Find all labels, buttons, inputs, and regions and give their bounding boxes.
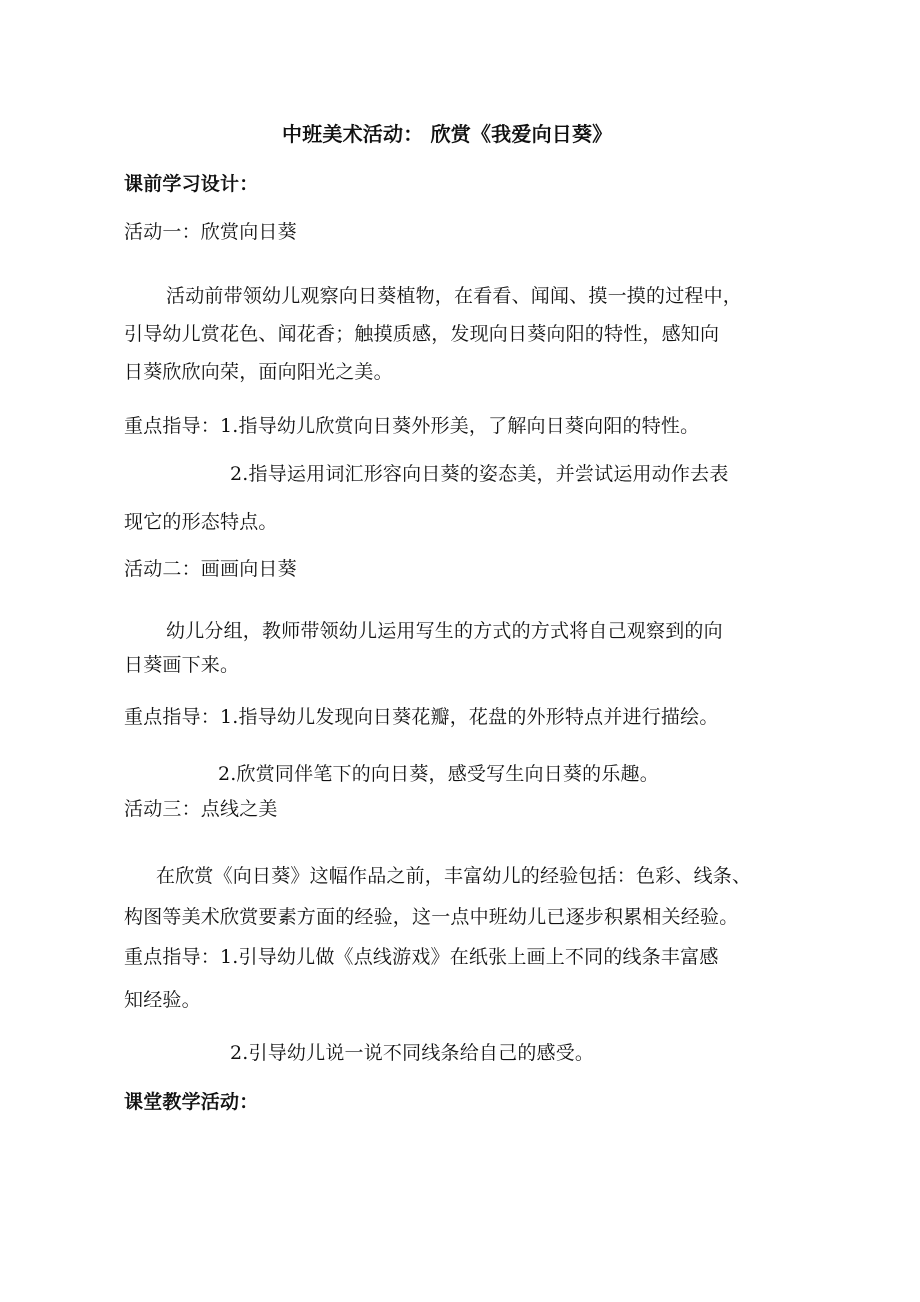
activity3-heading: 活动三：点线之美 bbox=[124, 798, 278, 820]
activity2-guide1: 重点指导：1.指导幼儿发现向日葵花瓣，花盘的外形特点并进行描绘。 bbox=[124, 706, 719, 728]
activity3-guide2: 2.引导幼儿说一说不同线条给自己的感受。 bbox=[230, 1042, 595, 1064]
activity3-desc-line2: 构图等美术欣赏要素方面的经验，这一点中班幼儿已逐步积累相关经验。 bbox=[124, 906, 739, 928]
activity3-guide1-line1: 重点指导：1.引导幼儿做《点线游戏》在纸张上画上不同的线条丰富感 bbox=[124, 946, 719, 968]
activity3-desc-line1: 在欣赏《向日葵》这幅作品之前，丰富幼儿的经验包括：色彩、线条、 bbox=[156, 865, 752, 887]
activity1-guide2-line2: 现它的形态特点。 bbox=[124, 511, 278, 533]
activity1-desc-line3: 日葵欣欣向荣，面向阳光之美。 bbox=[124, 361, 393, 383]
activity2-guide2: 2.欣赏同伴笔下的向日葵，感受写生向日葵的乐趣。 bbox=[218, 763, 659, 785]
section-heading-class-activity: 课堂教学活动： bbox=[124, 1091, 259, 1113]
section-heading-pre-class: 课前学习设计： bbox=[124, 173, 259, 195]
activity1-desc-line1: 活动前带领幼儿观察向日葵植物，在看看、闻闻、摸一摸的过程中， bbox=[166, 285, 743, 307]
activity1-guide1: 重点指导：1.指导幼儿欣赏向日葵外形美，了解向日葵向阳的特性。 bbox=[124, 415, 700, 437]
activity1-desc-line2: 引导幼儿赏花色、闻花香；触摸质感，发现向日葵向阳的特性，感知向 bbox=[124, 323, 720, 345]
activity2-heading: 活动二：画画向日葵 bbox=[124, 558, 297, 580]
activity2-desc-line2: 日葵画下来。 bbox=[124, 654, 240, 676]
document-title: 中班美术活动： 欣赏《我爱向日葵》 bbox=[282, 122, 613, 146]
activity2-desc-line1: 幼儿分组，教师带领幼儿运用写生的方式的方式将自己观察到的向 bbox=[166, 620, 723, 642]
activity1-guide2-line1: 2.指导运用词汇形容向日葵的姿态美，并尝试运用动作去表 bbox=[230, 463, 729, 485]
activity1-heading: 活动一：欣赏向日葵 bbox=[124, 221, 297, 243]
activity3-guide1-line2: 知经验。 bbox=[124, 989, 201, 1011]
